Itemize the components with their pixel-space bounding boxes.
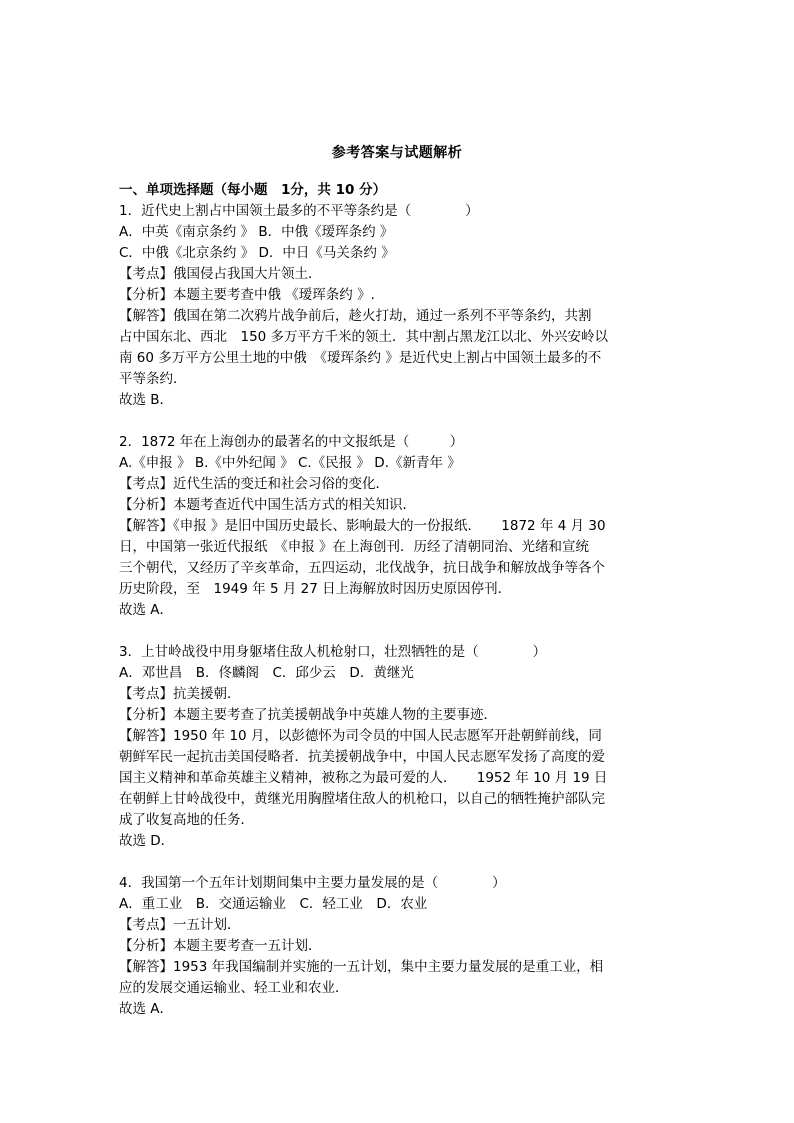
question-line: 日，中国第一张近代报纸 《申报 》在上海创刊．历经了清朝同治、光绪和宣统 bbox=[119, 539, 590, 555]
question-line: 故选 A． bbox=[119, 1001, 174, 1017]
question-block bbox=[119, 201, 679, 411]
question-line: 故选 A． bbox=[119, 602, 174, 618]
question-line: 【解答】《申报 》是旧中国历史最长、影响最大的一份报纸． 1872 年 4 月 30 bbox=[119, 518, 606, 534]
question-line: 4．我国第一个五年计划期间集中主要力量发展的是（ ） bbox=[119, 875, 506, 891]
question-line: 三个朝代，又经历了辛亥革命，五四运动，北伐战争，抗日战争和解放战争等各个 bbox=[119, 560, 605, 576]
question-line: 应的发展交通运输业、轻工业和农业． bbox=[119, 980, 349, 996]
question-line: A．重工业 B．交通运输业 C．轻工业 D．农业 bbox=[119, 896, 428, 912]
question-line: 【分析】本题主要考查了抗美援朝战争中英雄人物的主要事迹． bbox=[119, 707, 497, 723]
question-line: 【解答】1953 年我国编制并实施的一五计划，集中主要力量发展的是重工业，相 bbox=[119, 959, 604, 975]
question-line: A．中英《南京条约 》 B．中俄《瑷珲条约 》 bbox=[119, 224, 394, 240]
question-block bbox=[119, 873, 679, 1020]
question-line: 南 60 多万平方公里土地的中俄 《瑷珲条约 》是近代史上割占中国领土最多的不 bbox=[119, 350, 602, 366]
question-line: A．邓世昌 B．佟麟阁 C．邱少云 D．黄继光 bbox=[119, 665, 414, 681]
question-line: 1．近代史上割占中国领土最多的不平等条约是（ ） bbox=[119, 203, 479, 219]
question-spacer bbox=[119, 621, 679, 642]
question-line: 【考点】抗美援朝． bbox=[119, 686, 241, 702]
question-line: 【分析】本题考查近代中国生活方式的相关知识． bbox=[119, 497, 416, 513]
question-line: A.《申报 》 B.《中外纪闻 》 C.《民报 》 D.《新青年 》 bbox=[119, 455, 461, 471]
question-spacer bbox=[119, 411, 679, 432]
question-block bbox=[119, 432, 679, 621]
document-title: 参考答案与试题解析 bbox=[331, 145, 463, 161]
question-line: 占中国东北、西北 150 多万平方千米的领土．其中割占黑龙江以北、外兴安岭以 bbox=[119, 329, 609, 345]
question-line: 在朝鲜上甘岭战役中，黄继光用胸膛堵住敌人的机枪口，以自己的牺牲掩护部队完 bbox=[119, 791, 605, 807]
document-body bbox=[119, 180, 679, 1020]
question-block bbox=[119, 642, 679, 852]
question-line: 历史阶段，至 1949 年 5 月 27 日上海解放时因历史原因停刊． bbox=[119, 581, 512, 597]
question-line: 【分析】本题主要考查中俄 《瑷珲条约 》. bbox=[119, 287, 375, 303]
question-line: 故选 D． bbox=[119, 833, 175, 849]
question-line: 【考点】近代生活的变迁和社会习俗的变化． bbox=[119, 476, 389, 492]
section-heading: 一、单项选择题（每小题 1分，共 10 分） bbox=[119, 182, 387, 198]
question-line: 【分析】本题主要考查一五计划． bbox=[119, 938, 322, 954]
question-line: 国主义精神和革命英雄主义精神，被称之为最可爱的人． 1952 年 10 月 19 日 bbox=[119, 770, 608, 786]
question-line: 故选 B． bbox=[119, 392, 174, 408]
question-spacer bbox=[119, 852, 679, 873]
question-line: 成了收复高地的任务． bbox=[119, 812, 254, 828]
question-line: C．中俄《北京条约 》 D．中日《马关条约 》 bbox=[119, 245, 395, 261]
question-line: 朝鲜军民一起抗击美国侵略者．抗美援朝战争中，中国人民志愿军发扬了高度的爱 bbox=[119, 749, 605, 765]
question-line: 【解答】1950 年 10 月，以彭德怀为司令员的中国人民志愿军开赴朝鲜前线，同 bbox=[119, 728, 602, 744]
question-line: 【考点】一五计划． bbox=[119, 917, 241, 933]
question-line: 2．1872 年在上海创办的最著名的中文报纸是（ ） bbox=[119, 434, 464, 450]
question-line: 【解答】俄国在第二次鸦片战争前后，趁火打劫，通过一系列不平等条约，共割 bbox=[119, 308, 592, 324]
question-line: 平等条约． bbox=[119, 371, 187, 387]
question-line: 3．上甘岭战役中用身躯堵住敌人机枪射口，壮烈牺牲的是（ ） bbox=[119, 644, 547, 660]
question-line: 【考点】俄国侵占我国大片领土． bbox=[119, 266, 322, 282]
